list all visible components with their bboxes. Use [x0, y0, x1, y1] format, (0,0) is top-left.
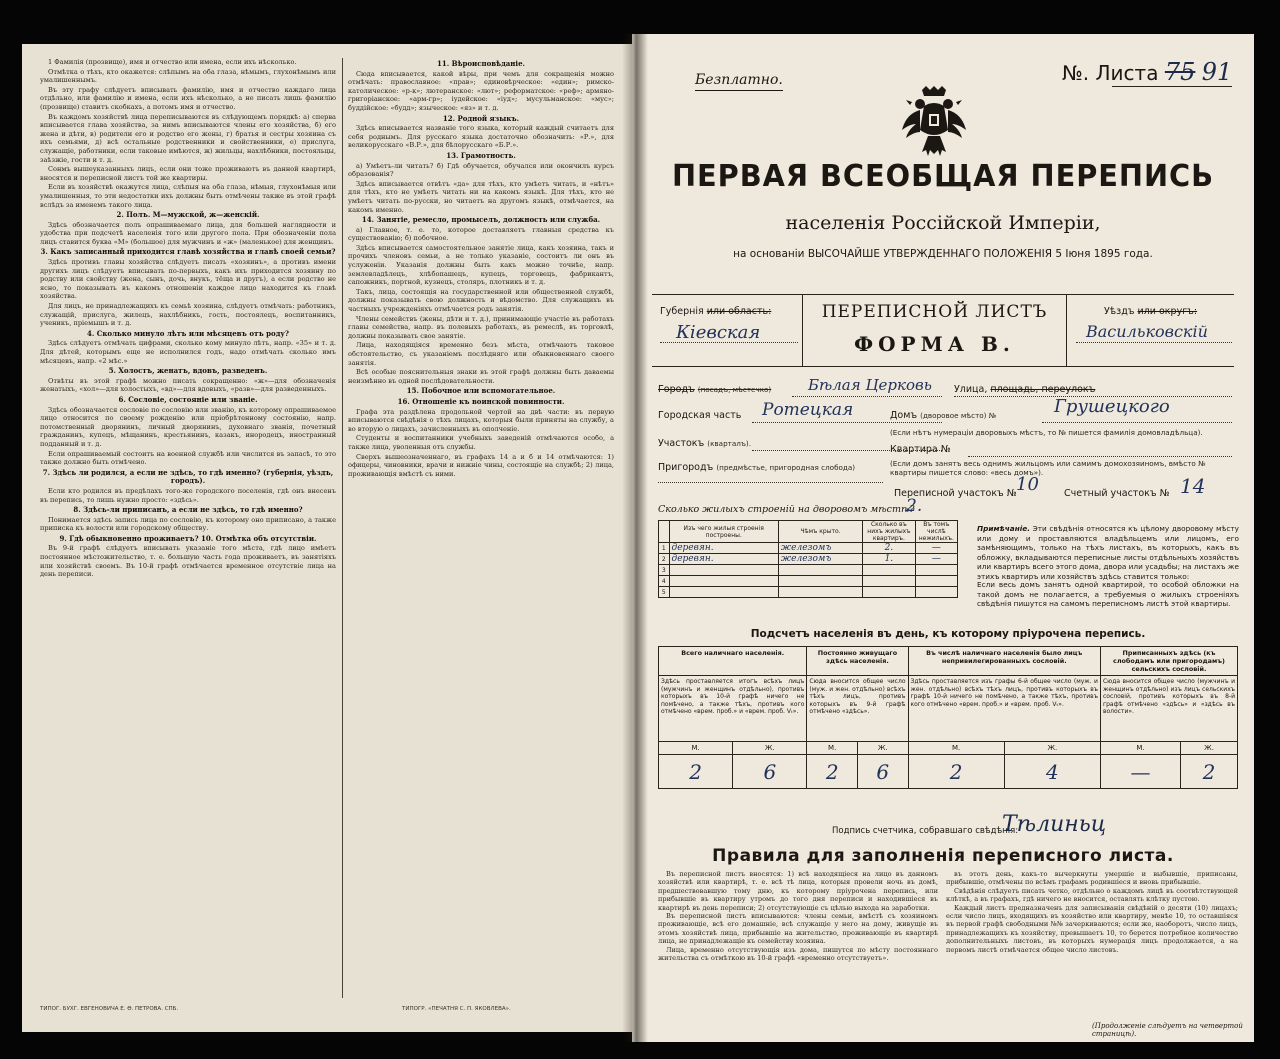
rules-paragraph: Въ переписной листъ вписываются: члены семьи, вмѣстѣ съ хозяиномъ проживающіе, всѣ его домашніе, всѣ служащіе у него на дому, живущіе въ этомъ хозяйствѣ лица, прибывшіе на жительство, проживающіе въ квартирѣ лица, не принадлежащіе къ семейству хозяина.: [658, 912, 938, 946]
rules-paragraph: въ этотъ день, какъ-то вычеркнуты умершіе и выбывшіе, приписаны, прибывшіе, отмѣчены по всѣмъ графамъ родившіеся и вновь прибывшіе.: [946, 870, 1238, 887]
buildings-material: [669, 565, 778, 576]
gubernia-field-label: Губернія или область:: [660, 306, 772, 317]
census-form-page: [632, 34, 1254, 1042]
free-of-charge-label: Безплатно.: [695, 72, 783, 88]
buildings-roof: железомъ: [778, 543, 862, 554]
buildings-col-material: Изъ чего жилыя строенія построены.: [669, 521, 778, 543]
rules-column-b: [946, 870, 1238, 1016]
rules-paragraph: Каждый листъ предназначенъ для записыванія свѣдѣній о десяти (10) лицахъ; если число лицъ, входящихъ въ хозяйство или квартиру, менѣе 10, то оставшіяся въ первой графѣ свободными №№ зачеркиваются; если же, наоборотъ, число лицъ, принадлежащихъ къ хозяйству, превышаетъ 10, то берется потребное количество дополнительныхъ листовъ, въ которыхъ нумерація лицъ продолжается, а на первомъ листѣ отмѣчается общее число листовъ.: [946, 903, 1238, 954]
population-col-desc: Здѣсь проставляется итогъ всѣхъ лицъ (мужчинъ и женщинъ отдѣльно), противъ которыхъ въ 10-й графѣ ничего не помѣчено, а также тѣхъ, противъ кого отмѣчено «врем. проб.» и «врем. проб. Vₜ».: [659, 676, 807, 742]
instruction-paragraph: Въ 9-й графѣ слѣдуетъ вписывать указаніе того мѣста, гдѣ лицо имѣетъ постоянное мѣстожительство, т. е. большую часть года проживаетъ, въ занятіяхъ или хозяйствѣ своемъ. Въ 10-й графѣ отмѣчается временное отсутствіе лица на день переписи.: [40, 544, 336, 579]
buildings-apartments: [863, 587, 916, 598]
instruction-paragraph: Для лицъ, не принадлежащихъ къ семьѣ хозяина, слѣдуетъ отмѣчать: работникъ, служащій, прислуга, жилецъ, нахлѣбникъ, гость, постоялецъ, воспитанникъ, ученикъ, пріемышъ и т. д.: [40, 302, 336, 328]
buildings-note-continued: Если весь домъ занятъ одной квартирой, то особой обложки на такой домъ не полагается, а требуемыя о жилыхъ строеніяхъ свѣдѣнія пишутся на самомъ переписномъ листѣ этой квартиры.: [977, 580, 1239, 609]
rules-column-a: [658, 870, 938, 1020]
buildings-row-number: 3: [659, 565, 670, 576]
instruction-paragraph: Сверхъ вышеозначеннаго, въ графахъ 14 а и б и 14 отмѣчаются: 1) офицеры, чиновники, врачи и нижніе чины, состоящіе на службѣ; 2) лица, проживающія вмѣстѣ съ ними.: [348, 452, 614, 478]
instruction-heading: 9. Гдѣ обыкновенно проживаетъ? 10. Отмѣтка объ отсутствіи.: [59, 533, 317, 543]
instruction-paragraph: Графа эта раздѣлена продольной чертой на двѣ части: въ первую вписываются свѣдѣнія о тѣхъ лицахъ, которыя были приняты на службу, а во вторую о лицахъ, зачисленныхъ въ ополченіе.: [348, 407, 614, 433]
instruction-paragraph: Члены семействъ (жены, дѣти и т. д.), принимающіе участіе въ работахъ главы семейства, напр. въ полевыхъ работахъ, въ ремеслѣ, въ торговлѣ, должны показывать свое занятіе.: [348, 314, 614, 340]
buildings-material: [669, 576, 778, 587]
house-note: (Если нѣтъ нумераціи дворовыхъ мѣстъ, то № пишется фамилія домовладѣльца).: [890, 428, 1203, 437]
instruction-heading: 15. Побочное или вспомогательное.: [406, 386, 556, 396]
instruction-paragraph: Сюда вписывается, какой вѣры, при чемъ для сокращенія можно отмѣчать: православное: «прав»; единовѣрческое: «един»; римско-католическое: «р-к»; лютеранское: «лют»; реформатское: «реф»; армяно-григоріанское: «арм-гр»; іудейское: «іуд»; мусульманское: «мус»; буддійское: «будд»; языческое: «яз» и т. д.: [348, 69, 614, 112]
population-col-head: Постоянно живущаго здѣсь населенія.: [807, 647, 908, 676]
instruction-heading: 13. Грамотность.: [446, 150, 516, 160]
buildings-roof: [778, 576, 862, 587]
buildings-table-row: [659, 565, 958, 576]
instruction-heading: 3. Какъ записанный приходится главѣ хозяйства и главѣ своей семьи?: [40, 247, 336, 257]
uezd-field-label: Уѣздъ или округъ:: [1104, 306, 1198, 317]
note-text: Эти свѣдѣнія относятся къ цѣлому дворовому мѣсту или дому и проставляются владѣльцемъ или лицомъ, его замѣняющимъ, только на тѣхъ листахъ, въ которыхъ, какъ въ обложку, вкладываются переписные листы отдѣльныхъ хозяйствъ или квартиръ всего этого дома, двора или усадьбы; на листахъ же этихъ квартиръ или хозяйствъ здѣсь ставится только:: [977, 524, 1239, 581]
census-title: ПЕРВАЯ ВСЕОБЩАЯ ПЕРЕПИСЬ: [671, 159, 1215, 194]
instruction-heading: 8. Здѣсь-ли приписанъ, а если не здѣсь, то гдѣ именно?: [73, 505, 303, 515]
population-male-label: М.: [1100, 742, 1180, 755]
buildings-table-row: [659, 554, 958, 565]
instruction-paragraph: Здѣсь слѣдуетъ отмѣчать цифрами, сколько кому минуло лѣтъ, напр. «35» и т. д. Для дѣтей, которымъ еще не исполнился годъ, надо отмѣчать сколько имъ мѣсяцевъ, напр. «2 мѣс.»: [40, 339, 336, 365]
buildings-col-nonresidential: Въ томъ числѣ нежилыхъ.: [915, 521, 957, 543]
instruction-paragraph: Лица, находящіяся временно безъ мѣста, отмѣчаютъ таковое обстоятельство, съ указаніемъ послѣдняго или обыкновеннаго своего занятія.: [348, 341, 614, 367]
population-col-desc: Сюда вносится общее число (мужчинъ и женщинъ отдѣльно) изъ лицъ сельскихъ сословій, противъ которыхъ въ 8-й графѣ отмѣчено «здѣсь» и «здѣсь въ волости».: [1100, 676, 1237, 742]
printer-imprint-right: ТИПОГР. «ПЕЧАТНЯ С. П. ЯКОВЛЕВА».: [402, 1006, 511, 1012]
count-district-value: 14: [1180, 474, 1206, 498]
sheet-number-handwritten: 91: [1201, 58, 1233, 86]
buildings-table-row: [659, 543, 958, 554]
instruction-paragraph: Здѣсь вписывается отвѣтъ «да» для тѣхъ, кто умѣетъ читать, и «нѣтъ» для тѣхъ, кто не умѣетъ читать ни на какомъ языкѣ. Для тѣхъ, кто не умѣетъ читать по-русски, но читаетъ на другомъ языкѣ, отмѣчается, на какомъ именно.: [348, 179, 614, 214]
population-female-label: Ж.: [857, 742, 908, 755]
uezd-value: Васильковскій: [1086, 322, 1208, 341]
population-sex-row: [659, 742, 1238, 755]
population-female-count: 6: [733, 755, 807, 789]
instruction-heading: 16. Отношеніе къ воинской повинности.: [397, 396, 565, 406]
instruction-paragraph: Отмѣтка о тѣхъ, кто окажется: слѣпымъ на оба глаза, нѣмымъ, глухонѣмымъ или умалишеннымъ.: [40, 67, 336, 85]
population-male-label: М.: [659, 742, 733, 755]
instruction-heading: 5. Холостъ, женатъ, вдовъ, разведенъ.: [108, 366, 268, 376]
apartment-note: (Если домъ занятъ весь однимъ жильцомъ или самимъ домохозяиномъ, вмѣсто № квартиры пишется слово: «весь домъ»).: [890, 459, 1206, 477]
enumerator-signature: Тѣлиньц: [1002, 812, 1107, 837]
instructions-page: [22, 44, 632, 1032]
instruction-heading: 12. Родной языкъ.: [442, 113, 520, 123]
buildings-apartments: [863, 576, 916, 587]
buildings-row-number: 5: [659, 587, 670, 598]
instruction-paragraph: Студенты и воспитанники учебныхъ заведеній отмѣчаются особо, а также лица, уволенныя отъ службы.: [348, 434, 614, 451]
instruction-paragraph: Здѣсь обозначается полъ опрашиваемаго лица, для большей наглядности и удобства при подсчетѣ населенія того или другого пола. При обозначеніи пола лицъ ставится буква «М» (большое) для мужчинъ и «ж» (маленькое) для женщинъ.: [40, 220, 336, 246]
street-field-label: Улица, площадь, переулокъ: [954, 384, 1096, 395]
instruction-paragraph: Здѣсь обозначается сословіе по сословію или званію, къ которому опрашиваемое лицо относится по своему рожденію или пріобрѣтенному состоянію, напр. потомственный дворянинъ, личный дворянинъ, духовнаго званія, почетный гражданинъ, купецъ, мѣщанинъ, крестьянинъ, казакъ, инородецъ, иностранный подданный и т. д.: [40, 405, 336, 448]
buildings-nonresidential: —: [915, 543, 957, 554]
census-legal-basis: на основаніи ВЫСОЧАЙШЕ УТВЕРЖДЕННАГО ПОЛОЖЕНІЯ 5 Іюня 1895 года.: [733, 248, 1153, 260]
city-part-field-label: Городская часть: [658, 410, 742, 421]
instruction-paragraph: Если кто родился въ предѣлахъ того-же городского поселенія, гдѣ онъ внесенъ въ перепись, то лишь нужно просто: «здѣсь».: [40, 486, 336, 504]
buildings-apartments: 2.: [863, 543, 916, 554]
town-field-label: Городъ (посадъ, мѣстечко): [658, 384, 772, 395]
buildings-col-num: [659, 521, 670, 543]
sheet-number-underline: [1112, 86, 1232, 87]
house-value: Грушецкого: [1054, 396, 1170, 417]
count-district-label: Счетный участокъ №: [1064, 488, 1170, 499]
buildings-apartments: 1.: [863, 554, 916, 565]
buildings-col-roof: Чѣмъ крыто.: [778, 521, 862, 543]
population-male-label: М.: [908, 742, 1004, 755]
book-gutter: [622, 34, 648, 1042]
population-male-count: 2: [908, 755, 1004, 789]
city-part-value: Ротецкая: [762, 400, 854, 420]
census-district-value: 10: [1016, 474, 1039, 495]
instruction-heading: 11. Вѣроисповѣданіе.: [437, 59, 525, 68]
enumerator-signature-label: Подпись счетчика, собравшаго свѣдѣнія:: [832, 826, 1019, 836]
suburb-dotline: [658, 482, 883, 483]
population-title: Подсчетъ населенія въ день, къ которому пріурочена перепись.: [750, 628, 1146, 640]
population-female-label: Ж.: [1181, 742, 1238, 755]
double-headed-eagle-emblem: [900, 84, 968, 160]
buildings-apartments: [863, 565, 916, 576]
gubernia-dotline: [660, 342, 798, 343]
buildings-value: 2.: [906, 496, 923, 516]
buildings-col-apartments: Сколько въ нихъ жилыхъ квартиръ.: [863, 521, 916, 543]
buildings-nonresidential: [915, 565, 957, 576]
form-title-box: [802, 294, 1067, 366]
sheet-number-struck: 75: [1164, 58, 1196, 86]
population-male-count: —: [1100, 755, 1180, 789]
census-book: [22, 34, 1254, 1042]
buildings-row-number: 2: [659, 554, 670, 565]
town-value: Бѣлая Церковь: [808, 376, 932, 394]
buildings-table-row: [659, 587, 958, 598]
instructions-column-1: [40, 58, 336, 1008]
suburb-field-label: Пригородъ (предмѣстье, пригородная слобода): [658, 462, 856, 473]
buildings-table: [658, 520, 958, 598]
rules-title: Правила для заполненія переписного листа.: [712, 846, 1174, 866]
population-female-count: 4: [1004, 755, 1100, 789]
population-male-count: 2: [807, 755, 858, 789]
instruction-paragraph: Понимается здѣсь запись лица по сословію, къ которому оно приписано, а также приписка къ волости или городскому обществу.: [40, 515, 336, 533]
population-table: [658, 646, 1238, 789]
rules-paragraph: Лица, временно отсутствующія изъ дома, пишутся по мѣсту постояннаго жительства съ отмѣткою въ 10-й графѣ «временно отсутствуетъ».: [658, 945, 938, 963]
uezd-dotline: [1076, 342, 1232, 343]
instruction-paragraph: Всѣ особые пояснительныя знаки въ этой графѣ должны быть даваемы неизмѣнно въ одной послѣдовательности.: [348, 368, 614, 385]
buildings-material: деревян.: [669, 543, 778, 554]
instruction-paragraph: а) Умѣетъ-ли читать? б) Гдѣ обучается, обучался или окончилъ курсъ образованія?: [348, 161, 614, 179]
population-col-head: Всего наличнаго населенія.: [659, 647, 807, 676]
printer-imprint-left: ТИПОГ. БУХГ. ЕВГЕНОВИЧА Е. Ѳ. ПЕТРОВА. СПБ.: [40, 1006, 179, 1012]
instruction-paragraph: Здѣсь вписывается самостоятельное занятіе лица, какъ хозяина, такъ и прочихъ членовъ семьи, а не только указаніе, состоитъ ли онъ въ услуженіи. Указанія должны быть какъ можно точнѣе, напр. землевладѣлецъ, хлѣбопашецъ, купецъ, торговецъ, фабрикантъ, сапожникъ, портной, кузнецъ, столяръ, плотникъ и т. д.: [348, 243, 614, 287]
rules-continued-note: (Продолженіе слѣдуетъ на четвертой страницѣ).: [1092, 1022, 1243, 1038]
population-female-count: 2: [1181, 755, 1238, 789]
gubernia-value: Кіевская: [676, 322, 761, 343]
buildings-nonresidential: —: [915, 554, 957, 565]
apartment-field-label: Квартира №: [890, 444, 951, 455]
buildings-question: Сколько жилыхъ строеній на дворовомъ мѣстѣ?: [658, 504, 915, 515]
apartment-dotline: [968, 456, 1232, 457]
census-subtitle: населенія Россійской Имперіи,: [785, 212, 1101, 234]
instruction-heading: 2. Полъ. М—мужской, ж—женскій.: [116, 210, 260, 220]
form-letter: ФОРМА В.: [854, 332, 1015, 356]
buildings-nonresidential: [915, 576, 957, 587]
note-label: Примѣчаніе.: [977, 524, 1030, 533]
instruction-paragraph: а) Главное, т. е. то, которое доставляетъ главныя средства къ существованію; б) побочное.: [348, 225, 614, 243]
instruction-paragraph: Здѣсь вписывается названіе того языка, который каждый считаетъ для себя роднымъ. Для русскаго языка достаточно обозначить: «Р.», для великорусскаго «В.Р.», для бѣлорусскаго «Б.Р.».: [348, 124, 614, 150]
buildings-roof: [778, 587, 862, 598]
district-field-label: Участокъ (кварталъ).: [658, 438, 751, 449]
population-col-desc: Здѣсь проставляется изъ графы 6-й общее число (муж. и жен. отдѣльно) всѣхъ тѣхъ лицъ, противъ которыхъ въ графѣ 10-й ничего не помѣчено, а также тѣхъ, противъ кого отмѣчено «врем. проб.» и «врем. проб. Vₜ».: [908, 676, 1100, 742]
buildings-table-row: [659, 576, 958, 587]
population-head-row: [659, 647, 1238, 676]
census-sheet-title: ПЕРЕПИСНОЙ ЛИСТЪ: [821, 302, 1048, 322]
header-rule-bottom: [652, 366, 1234, 367]
buildings-row-number: 1: [659, 543, 670, 554]
buildings-material: деревян.: [669, 554, 778, 565]
instruction-heading: 4. Сколько минуло лѣтъ или мѣсяцевъ отъ роду?: [87, 328, 289, 338]
buildings-note: [977, 524, 1239, 582]
buildings-roof: железомъ: [778, 554, 862, 565]
town-dotline: [792, 396, 942, 397]
buildings-roof: [778, 565, 862, 576]
buildings-table-header: [659, 521, 958, 543]
instruction-paragraph: Здѣсь противъ главы хозяйства слѣдуетъ писать «хозяинъ», а противъ имени другихъ лицъ слѣдуетъ вписывать по-первыхъ, какъ ихъ приходится хозяину по родству или свойству (жена, сынъ, дочь, внукъ, тёща и другъ), а если родство не ясно, то показывать въ какомъ отношеніи каждое лицо находится къ главѣ хозяйства.: [40, 258, 336, 301]
instruction-paragraph: Сонмъ вышеуказанныхъ лицъ, если они тоже проживаютъ въ данной квартирѣ, вносятся и переписной листъ той же квартиры.: [40, 165, 336, 182]
population-col-head: Въ числѣ наличнаго населенія было лицъ непривилегированныхъ сословій.: [908, 647, 1100, 676]
sheet-number-label: №. Листа: [1062, 61, 1159, 85]
rules-paragraph: Въ переписной листъ вносятся: 1) всѣ находящіеся на лицо въ данномъ хозяйствѣ или квартирѣ, т. е. всѣ тѣ лица, которыя провели ночь въ домѣ, предшествовавшую тому дню, къ которому пріурочена перепись, или прибывшіе въ квартиру утромъ до того дня переписи и находившіеся въ квартирѣ въ день переписи; 2) отсутствующіе съ цѣлью выхода на заработки.: [658, 870, 938, 912]
instruction-paragraph: Если въ хозяйствѣ окажутся лица, слѣпыя на оба глаза, нѣмыя, глухонѣмыя или умалишенныя, то эти недостатки ихъ должны быть отмѣчены также въ этой графѣ вслѣдъ за именемъ такого лица.: [40, 183, 336, 209]
rules-paragraph: Свѣдѣнія слѣдуетъ писать четко, отдѣльно о каждомъ лицѣ въ соотвѣтствующей клѣткѣ, а въ графахъ, гдѣ ничего не вносится, оставлять клѣтку пустою.: [946, 886, 1238, 904]
instructions-column-2: [348, 58, 614, 1008]
population-male-label: М.: [807, 742, 858, 755]
city-part-dotline: [752, 422, 942, 423]
house-field-label: Домъ (дворовое мѣсто) №: [890, 410, 997, 421]
instruction-paragraph: Въ каждомъ хозяйствѣ лица переписываются въ слѣдующемъ порядкѣ: а) сперва вписывается глава хозяйства, за нимъ вписываются члены его хозяйства, б) его жена и дѣти, в) родители его и родство его жены, г) братья и сестры хозяина съ ихъ семьями, д) всѣ остальные родственники и свойственники, е) прислуга, служащіе, работники, если таковые имѣются, ж) жильцы, нахлѣбники, постояльцы, заѣзжіе, гости и т. д.: [40, 112, 336, 164]
column-divider: [342, 58, 343, 998]
population-col-desc: Сюда вносится общее число (муж. и жен. отдѣльно) всѣхъ тѣхъ лицъ, противъ которыхъ въ 9-й графѣ отмѣчено «здѣсь».: [807, 676, 908, 742]
instruction-heading: 14. Занятіе, ремесло, промыселъ, должность или служба.: [361, 215, 601, 225]
census-district-label: Переписной участокъ №: [894, 488, 1017, 499]
instruction-paragraph: Въ эту графу слѣдуетъ вписывать фамилію, имя и отчество каждаго лица отдѣльно, или фамилію и имена, если ихъ нѣсколько, а не писать лишь фамилію (прозвище) ставитъ скобкахъ, а потомъ имя и отчество.: [40, 85, 336, 111]
instruction-paragraph: Отвѣты въ этой графѣ можно писать сокращенно: «ж»—для обозначенія женатыхъ, «хол»—для холостыхъ, «вд»—для вдовыхъ, «разв»—для разведенныхъ.: [40, 376, 336, 394]
population-female-label: Ж.: [733, 742, 807, 755]
buildings-nonresidential: [915, 587, 957, 598]
population-col-head: Приписанныхъ здѣсь (къ слободамъ или пригородамъ) сельскихъ сословій.: [1100, 647, 1237, 676]
population-female-count: 6: [857, 755, 908, 789]
buildings-material: [669, 587, 778, 598]
population-values-row: [659, 755, 1238, 789]
instruction-paragraph: Такъ, лица, состоящія на государственной или общественной службѣ, должны показывать свою должность и вѣдомство. Для служащихъ въ частныхъ учрежденіяхъ отмѣчается родъ занятія.: [348, 287, 614, 314]
population-female-label: Ж.: [1004, 742, 1100, 755]
buildings-row-number: 4: [659, 576, 670, 587]
instruction-paragraph: 1 Фамилія (прозвище), имя и отчество или имена, если ихъ нѣсколько.: [48, 58, 297, 66]
sheet-number: [1062, 58, 1232, 86]
instruction-heading: 6. Сословіе, состояніе или званіе.: [118, 394, 258, 404]
population-desc-row: [659, 676, 1238, 742]
instruction-heading: 7. Здѣсь ли родился, а если не здѣсь, то гдѣ именно? (губернія, уѣздъ, городъ).: [42, 467, 334, 486]
instruction-paragraph: Если опрашиваемый состоитъ на военной службѣ или числится въ запасѣ, то это также должно быть отмѣчено.: [40, 449, 336, 467]
house-dotline: [1042, 422, 1232, 423]
population-male-count: 2: [659, 755, 733, 789]
